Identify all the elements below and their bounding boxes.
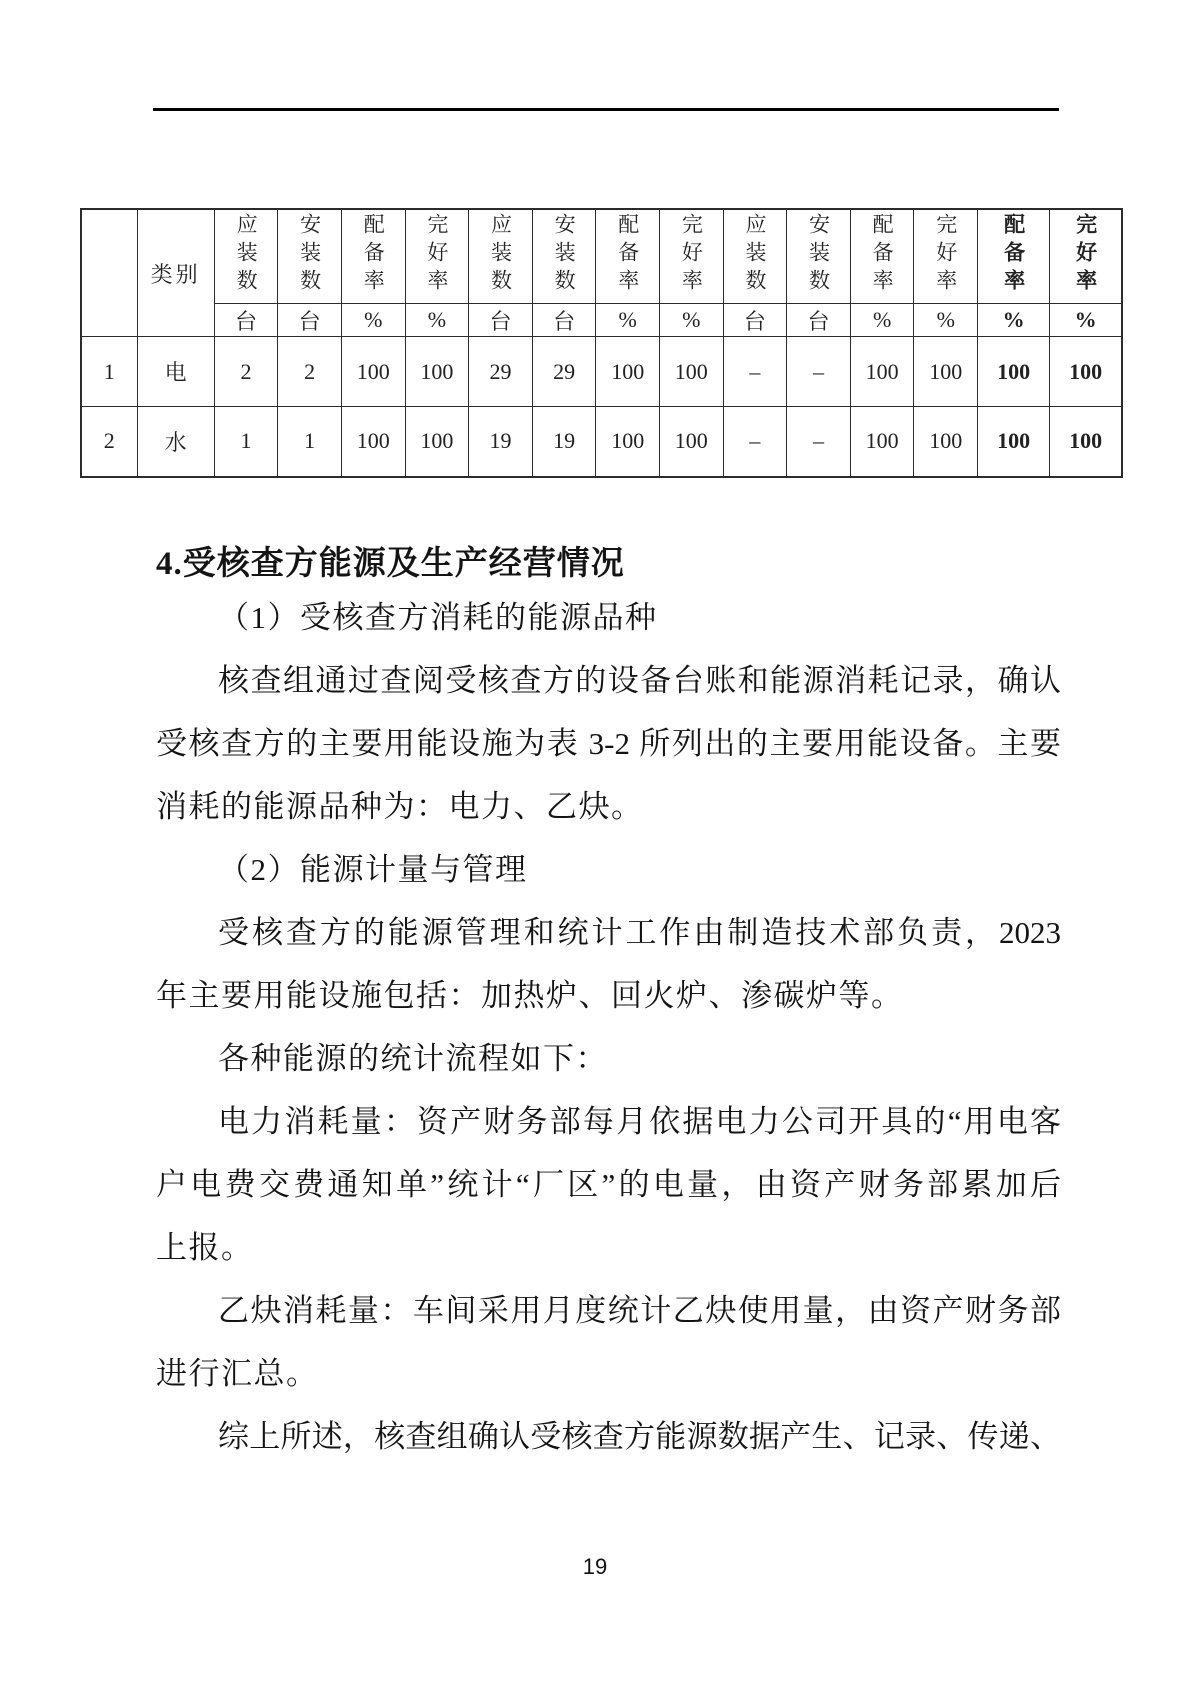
unit-cell: 台: [723, 304, 787, 337]
column-header: [596, 209, 660, 304]
table-cell: 100: [978, 337, 1050, 407]
paragraph-line: 上报。: [156, 1230, 254, 1265]
table-cell: 1: [214, 407, 278, 477]
paragraph-line: 年主要用能设施包括：加热炉、回火炉、渗碳炉等。: [156, 978, 904, 1013]
column-header-label: 配备率: [870, 213, 895, 297]
column-header-label: 完好率: [933, 213, 958, 297]
column-header-label: 安装数: [806, 213, 831, 297]
column-header-label: 安装数: [552, 213, 577, 297]
table-cell: 100: [341, 337, 405, 407]
table-cell: 1: [81, 337, 137, 407]
paragraph-line: 核查组通过查阅受核查方的设备台账和能源消耗记录，确认: [218, 663, 1061, 698]
table-cell: 100: [405, 407, 469, 477]
unit-cell: 台: [469, 304, 533, 337]
table-cell: –: [787, 337, 851, 407]
column-header: [978, 209, 1050, 304]
column-header: [1050, 209, 1122, 304]
column-header-label: 配备率: [1001, 213, 1026, 297]
paragraph-line: 受核查方的主要用能设施为表 3-2 所列出的主要用能设备。主要: [156, 726, 1061, 761]
table-cell: –: [723, 407, 787, 477]
column-header-label: 安装数: [297, 213, 322, 297]
unit-cell: %: [405, 304, 469, 337]
unit-cell: 台: [787, 304, 851, 337]
table-cell: 100: [850, 407, 914, 477]
table-cell: 100: [1050, 337, 1122, 407]
column-header-label: 应装数: [234, 213, 259, 297]
column-header: [850, 209, 914, 304]
column-header: [787, 209, 851, 304]
table-cell: 100: [850, 337, 914, 407]
unit-cell: %: [341, 304, 405, 337]
table-cell: 2: [214, 337, 278, 407]
table-cell: 100: [596, 407, 660, 477]
section-heading: 4.受核查方能源及生产经营情况: [156, 546, 625, 582]
unit-cell: %: [660, 304, 724, 337]
column-header: [532, 209, 596, 304]
column-header: [81, 209, 137, 337]
column-header-label: 完好率: [424, 213, 449, 297]
column-header-label: 应装数: [488, 213, 513, 297]
paragraph-line: （1）受核查方消耗的能源品种: [218, 600, 658, 635]
paragraph-line: 消耗的能源品种为：电力、乙炔。: [156, 789, 644, 824]
column-header-label: 完好率: [679, 213, 704, 297]
table-cell: 100: [978, 407, 1050, 477]
page-number: 19: [582, 1554, 608, 1579]
column-header: [914, 209, 978, 304]
table-row: [81, 407, 1122, 477]
header-row-names: [81, 209, 1122, 304]
column-header-label: 应装数: [742, 213, 767, 297]
paragraph-line: 各种能源的统计流程如下：: [218, 1041, 608, 1076]
paragraph-line: 综上所述，核查组确认受核查方能源数据产生、记录、传递、: [218, 1419, 1061, 1454]
header-rule: [153, 108, 1059, 111]
table-cell: –: [723, 337, 787, 407]
unit-cell: %: [978, 304, 1050, 337]
column-header: [341, 209, 405, 304]
body-text: [156, 542, 1061, 1468]
column-header-label: 完好率: [1073, 213, 1098, 297]
unit-cell: %: [596, 304, 660, 337]
equipment-monitoring-table: [80, 208, 1123, 478]
table-cell: 100: [341, 407, 405, 477]
table-cell: –: [787, 407, 851, 477]
column-header-label: 配备率: [361, 213, 386, 297]
table-cell: 100: [596, 337, 660, 407]
column-header: [660, 209, 724, 304]
column-header-label: 配备率: [615, 213, 640, 297]
paragraph-line: 受核查方的能源管理和统计工作由制造技术部负责，2023: [218, 915, 1061, 950]
table-cell: 19: [532, 407, 596, 477]
table-cell: 100: [914, 337, 978, 407]
table-cell: 电: [137, 337, 214, 407]
table-cell: 100: [914, 407, 978, 477]
paragraph-line: 电力消耗量：资产财务部每月依据电力公司开具的“用电客: [218, 1104, 1061, 1139]
column-header: [469, 209, 533, 304]
table-cell: 2: [278, 337, 342, 407]
table-cell: 100: [660, 337, 724, 407]
unit-cell: 台: [278, 304, 342, 337]
table-cell: 29: [532, 337, 596, 407]
table-cell: 100: [405, 337, 469, 407]
table-cell: 100: [1050, 407, 1122, 477]
table-cell: 1: [278, 407, 342, 477]
table-cell: 19: [469, 407, 533, 477]
unit-cell: 台: [532, 304, 596, 337]
table-cell: 100: [660, 407, 724, 477]
unit-cell: %: [1050, 304, 1122, 337]
column-header-category: 类别: [137, 209, 214, 337]
column-header: [214, 209, 278, 304]
column-header: [723, 209, 787, 304]
unit-cell: %: [914, 304, 978, 337]
unit-cell: %: [850, 304, 914, 337]
unit-cell: 台: [214, 304, 278, 337]
paragraph-line: 户电费交费通知单”统计“厂区”的电量，由资产财务部累加后: [156, 1167, 1061, 1202]
table-cell: 水: [137, 407, 214, 477]
table-row: [81, 337, 1122, 407]
table-cell: 2: [81, 407, 137, 477]
paragraph-line: 乙炔消耗量：车间采用月度统计乙炔使用量，由资产财务部: [218, 1293, 1061, 1328]
column-header: [405, 209, 469, 304]
paragraph-line: 进行汇总。: [156, 1356, 319, 1391]
table-cell: 29: [469, 337, 533, 407]
paragraph-line: （2）能源计量与管理: [218, 852, 528, 887]
header-row-units: [81, 304, 1122, 337]
column-header: [278, 209, 342, 304]
